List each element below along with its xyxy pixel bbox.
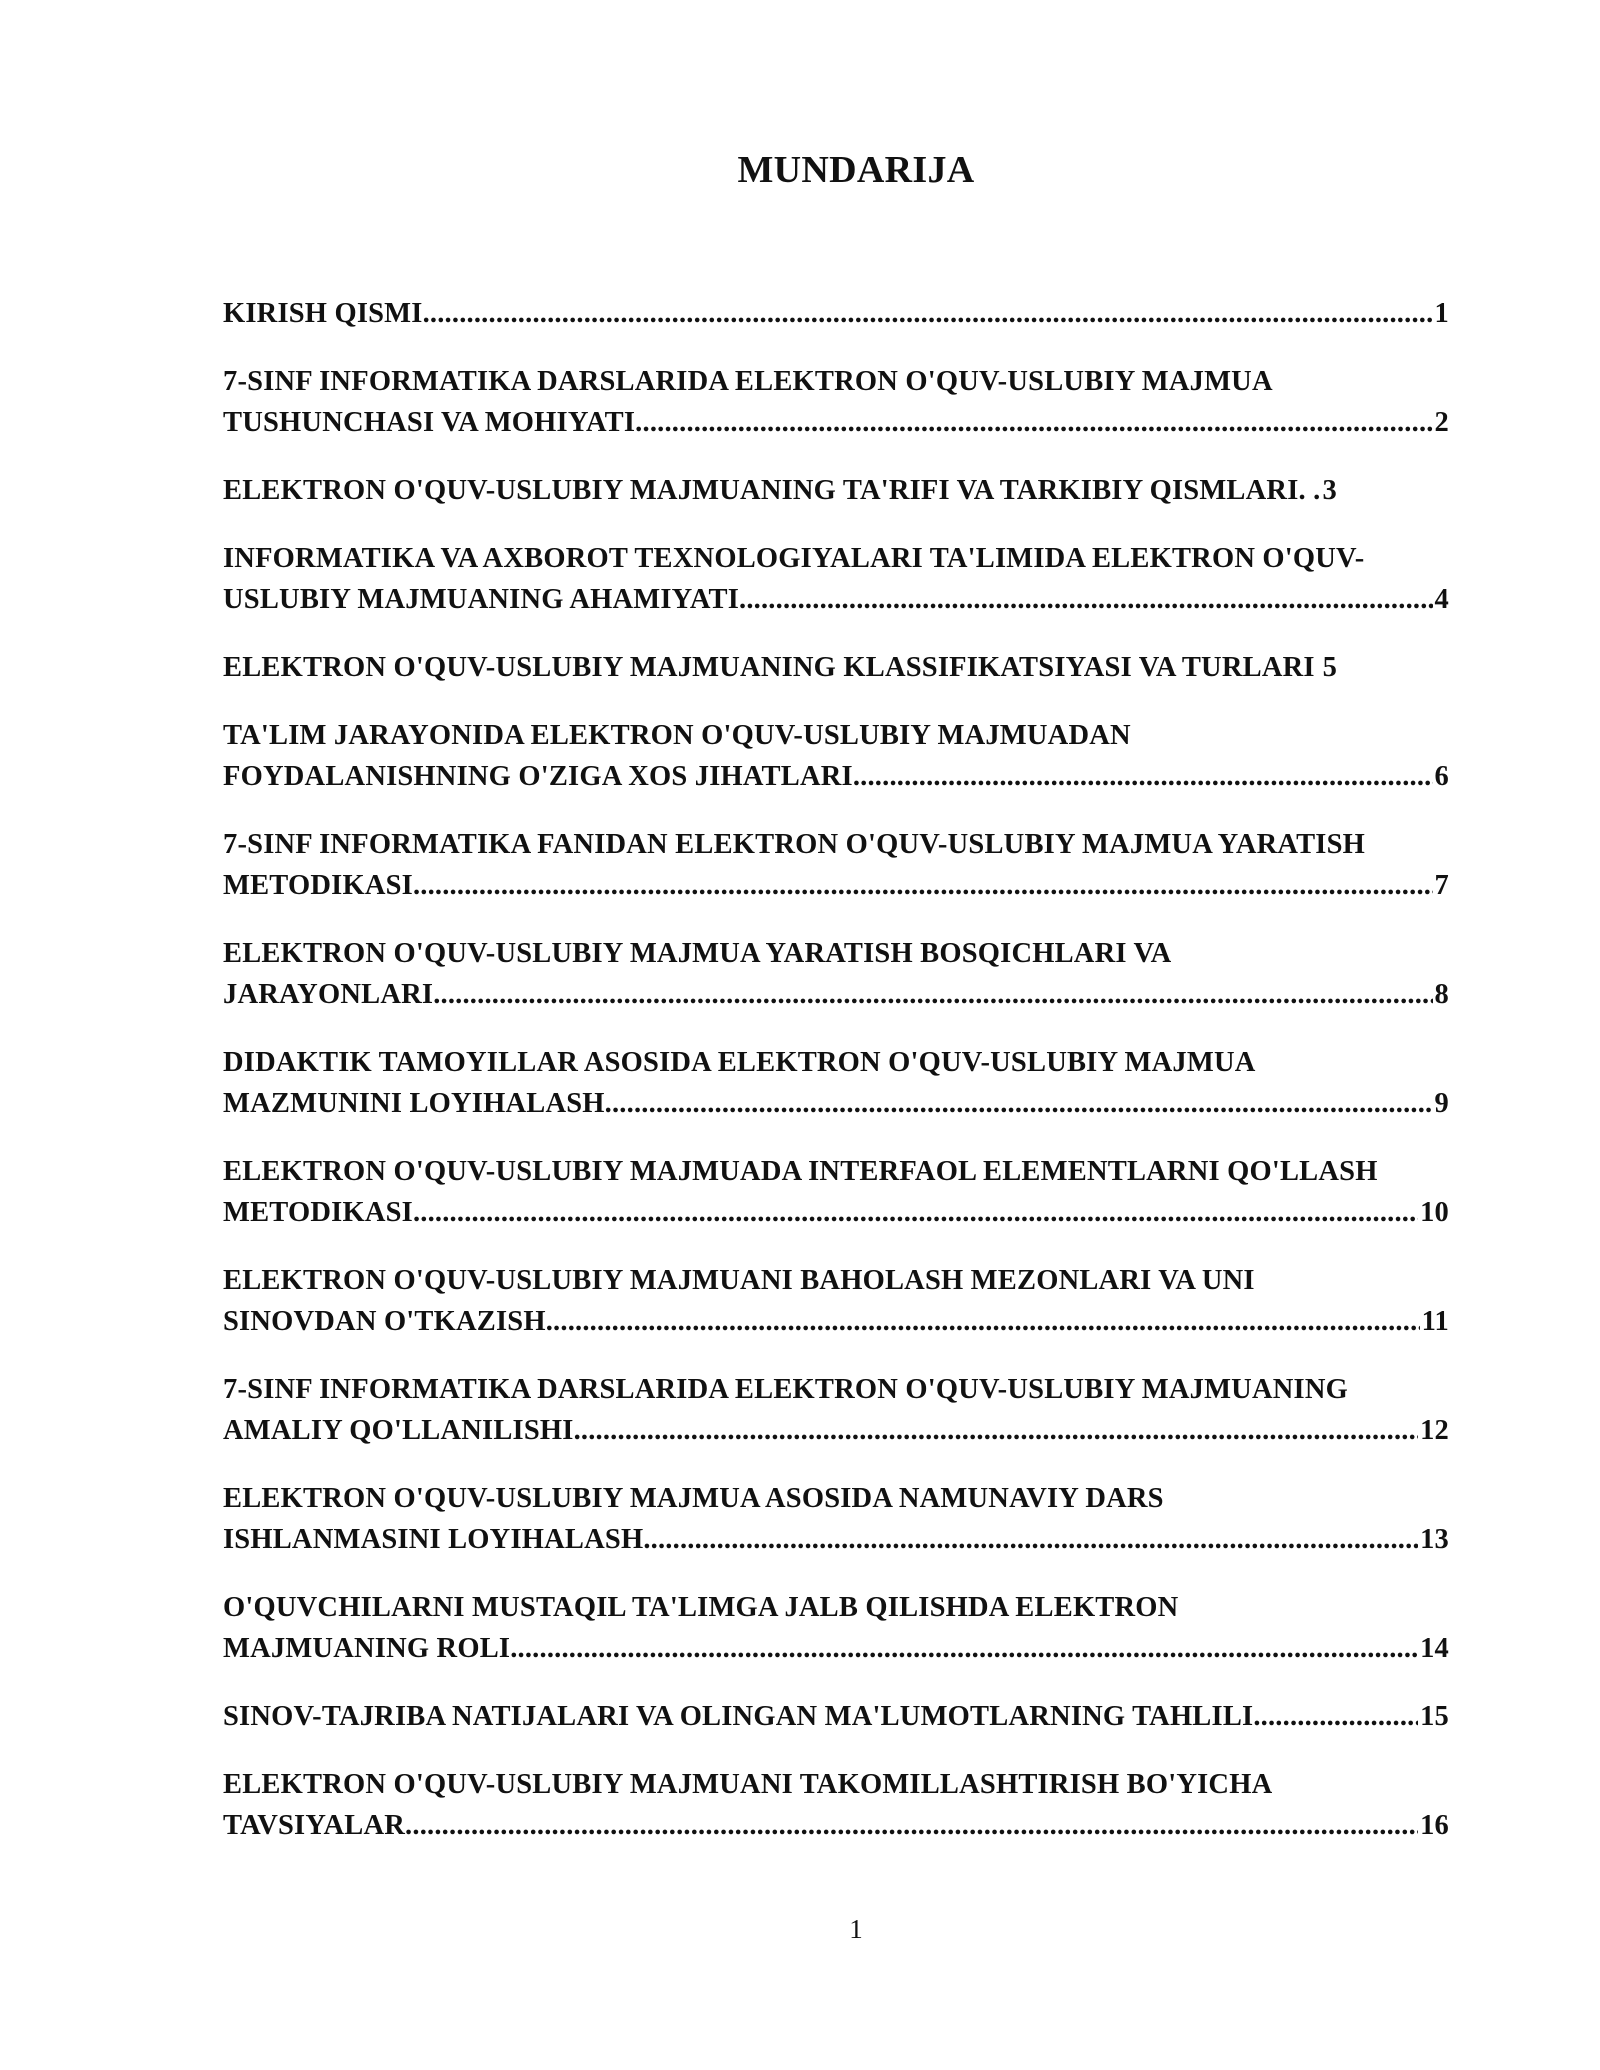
toc-leader-dots	[413, 865, 1433, 906]
toc-leader-dots	[739, 579, 1433, 620]
toc-leader-dots	[605, 1083, 1433, 1124]
toc-page-number: 7	[1434, 870, 1449, 901]
toc-entry-title-line: ELEKTRON O'QUV-USLUBIY MAJMUA YARATISH BOSQICHLARI VA	[223, 938, 1172, 969]
toc-entry-title: ELEKTRON O'QUV-USLUBIY MAJMUANING TA'RIFI VA TARKIBIY QISMLARI. .	[223, 475, 1321, 506]
toc-page-number: 14	[1420, 1633, 1449, 1664]
toc-entry[interactable]	[223, 1478, 1449, 1560]
toc-entry-title-line: DIDAKTIK TAMOYILLAR ASOSIDA ELEKTRON O'QUV-USLUBIY MAJMUA	[223, 1047, 1256, 1078]
toc-entry[interactable]	[223, 1369, 1449, 1451]
toc-entry-title-line: O'QUVCHILARNI MUSTAQIL TA'LIMGA JALB QILISHDA ELEKTRON	[223, 1592, 1179, 1623]
toc-leader-dots	[1253, 1696, 1418, 1737]
toc-entry-line	[223, 579, 1449, 620]
toc-entry-line	[223, 1192, 1449, 1233]
page-title: MUNDARIJA	[737, 149, 975, 191]
toc-entry[interactable]	[223, 361, 1449, 443]
toc-page-number: 6	[1434, 761, 1449, 792]
toc-entry-title: USLUBIY MAJMUANING AHAMIYATI	[223, 584, 739, 615]
toc-leader-dots	[546, 1301, 1420, 1342]
toc-entry-title-line: ELEKTRON O'QUV-USLUBIY MAJMUANI TAKOMILLASHTIRISH BO'YICHA	[223, 1769, 1273, 1800]
toc-leader-dots	[423, 293, 1433, 334]
toc-entry-title-line: TA'LIM JARAYONIDA ELEKTRON O'QUV-USLUBIY MAJMUADAN	[223, 720, 1131, 751]
toc-entry-line	[223, 756, 1449, 797]
toc-entry-title-line: ELEKTRON O'QUV-USLUBIY MAJMUANI BAHOLASH MEZONLARI VA UNI	[223, 1265, 1255, 1296]
toc-page-number: 9	[1434, 1088, 1449, 1119]
toc-entry[interactable]	[223, 1042, 1449, 1124]
toc-page-number: 12	[1420, 1415, 1449, 1446]
toc-entry-line	[223, 1083, 1449, 1124]
toc-leader-dots	[635, 402, 1432, 443]
toc-entry-title-line: 7-SINF INFORMATIKA DARSLARIDA ELEKTRON O'QUV-USLUBIY MAJMUANING	[223, 1374, 1348, 1405]
toc-page-number: 2	[1434, 407, 1449, 438]
toc-entry[interactable]	[223, 1151, 1449, 1233]
toc-page-number: 8	[1434, 979, 1449, 1010]
toc-entry[interactable]	[223, 1587, 1449, 1669]
toc-entry-line	[223, 1410, 1449, 1451]
toc-entry-title-line: ELEKTRON O'QUV-USLUBIY MAJMUADA INTERFAOL ELEMENTLARNI QO'LLASH	[223, 1156, 1378, 1187]
toc-entry[interactable]	[223, 1260, 1449, 1342]
toc-entry-line	[223, 865, 1449, 906]
toc-page-number: 1	[1434, 298, 1449, 329]
toc-entry-title: TAVSIYALAR	[223, 1810, 406, 1841]
toc-entry[interactable]	[223, 824, 1449, 906]
page-number: 1	[849, 1914, 863, 1944]
toc-entry-title-line: 7-SINF INFORMATIKA DARSLARIDA ELEKTRON O'QUV-USLUBIY MAJMUA	[223, 366, 1273, 397]
toc-entry-title: JARAYONLARI	[223, 979, 434, 1010]
toc-entry-title: FOYDALANISHNING O'ZIGA XOS JIHATLARI	[223, 761, 853, 792]
toc-page-number: 16	[1420, 1810, 1449, 1841]
toc-page-number: 13	[1420, 1524, 1449, 1555]
toc-entry-line	[223, 1628, 1449, 1669]
toc-entry-line	[223, 974, 1449, 1015]
toc-entry[interactable]	[223, 1764, 1449, 1846]
toc-entry-title: SINOVDAN O'TKAZISH	[223, 1306, 546, 1337]
toc-leader-dots	[574, 1410, 1419, 1451]
toc-leader-dots	[433, 974, 1432, 1015]
toc-entry-line	[223, 1696, 1449, 1737]
toc-entry-title-line: ELEKTRON O'QUV-USLUBIY MAJMUA ASOSIDA NAMUNAVIY DARS	[223, 1483, 1164, 1514]
toc-entry-line	[223, 293, 1449, 334]
toc-entry[interactable]	[223, 470, 1449, 511]
toc-entry-title: SINOV-TAJRIBA NATIJALARI VA OLINGAN MA'LUMOTLARNING TAHLILI	[223, 1701, 1254, 1732]
toc-entry-title: ISHLANMASINI LOYIHALASH	[223, 1524, 644, 1555]
toc-entry-title: KIRISH QISMI	[223, 298, 423, 329]
toc-entry-line	[223, 470, 1449, 511]
toc-entry[interactable]	[223, 715, 1449, 797]
toc-leader-dots	[853, 756, 1433, 797]
toc-page-number: 4	[1434, 584, 1449, 615]
toc-page-number: 5	[1322, 652, 1338, 683]
toc-entry[interactable]	[223, 1696, 1449, 1737]
toc-page-number: 11	[1421, 1306, 1449, 1337]
toc-entry-title: ELEKTRON O'QUV-USLUBIY MAJMUANING KLASSIFIKATSIYASI VA TURLARI	[223, 652, 1315, 683]
toc-entry-line	[223, 1519, 1449, 1560]
toc-entry-title: METODIKASI	[223, 870, 413, 901]
toc-entry-title: MAZMUNINI LOYIHALASH	[223, 1088, 605, 1119]
toc-leader-dots	[510, 1628, 1418, 1669]
toc-page-number: 15	[1420, 1701, 1449, 1732]
toc-entry-line	[223, 1805, 1449, 1846]
table-of-contents	[223, 293, 1449, 1873]
toc-page-number: 3	[1322, 475, 1337, 506]
toc-leader-dots	[643, 1519, 1418, 1560]
toc-entry[interactable]	[223, 538, 1449, 620]
toc-entry-line	[223, 1301, 1449, 1342]
toc-entry[interactable]	[223, 933, 1449, 1015]
toc-page-number: 10	[1420, 1197, 1449, 1228]
toc-leader-dots	[405, 1805, 1418, 1846]
toc-entry-line	[223, 647, 1449, 688]
toc-entry-title-line: INFORMATIKA VA AXBOROT TEXNOLOGIYALARI TA'LIMIDA ELEKTRON O'QUV-	[223, 543, 1365, 574]
toc-entry-line	[223, 402, 1449, 443]
toc-entry[interactable]	[223, 647, 1449, 688]
toc-entry-title: METODIKASI	[223, 1197, 413, 1228]
toc-entry-title: AMALIY QO'LLANILISHI	[223, 1415, 574, 1446]
toc-entry[interactable]	[223, 293, 1449, 334]
toc-entry-title: TUSHUNCHASI VA MOHIYATI	[223, 407, 636, 438]
toc-entry-title: MAJMUANING ROLI	[223, 1633, 511, 1664]
toc-leader-dots	[413, 1192, 1418, 1233]
toc-entry-title-line: 7-SINF INFORMATIKA FANIDAN ELEKTRON O'QUV-USLUBIY MAJMUA YARATISH	[223, 829, 1365, 860]
